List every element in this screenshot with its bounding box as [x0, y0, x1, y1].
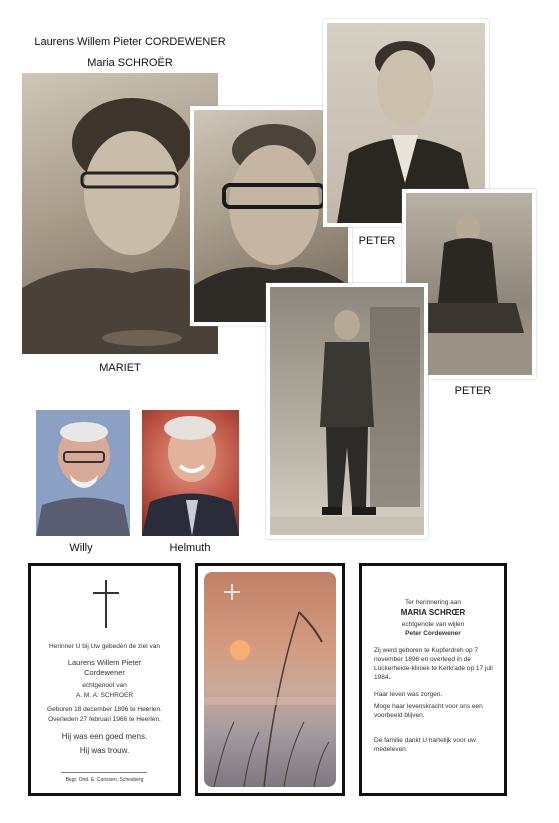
cross-icon-horizontal — [93, 592, 119, 594]
card-left-divider — [61, 772, 147, 773]
card-right-intro: Ter herinnering aan — [404, 599, 461, 606]
photo-willy-figure — [36, 410, 130, 536]
caption-willy: Willy — [69, 542, 93, 554]
card-left-died: Overleden 27 februari 1966 te Heerlen. — [48, 716, 161, 723]
cross-icon-vertical — [105, 580, 107, 628]
card-left-printer: Begr. Ond. E. Corissen, Schesberg — [65, 777, 144, 783]
card-left-quote-1: Hij was een goed mens. — [61, 732, 148, 741]
sun-icon — [230, 640, 250, 660]
memorial-card-middle — [195, 563, 345, 796]
portrait-mariet — [22, 73, 218, 354]
card-right-spouse: Peter Cordewener — [405, 630, 461, 637]
card-right-name: MARIA SCHRŒR — [400, 608, 466, 617]
card-left-born: Geboren 18 december 1896 te Heerlen. — [47, 706, 162, 713]
card-left-spouse: A. M. A. SCHROER — [75, 692, 134, 699]
card-left-relation: echtgenoot van — [82, 682, 127, 689]
card-left-quote-2: Hij was trouw. — [79, 746, 130, 755]
card-right-paragraph-3: De familie dankt U hartelijk voor uw medeleven. — [374, 737, 476, 753]
card-right-relation: echtgenote van wijlen — [401, 621, 465, 628]
photo-helmuth — [142, 410, 239, 536]
photo-soldier — [266, 283, 428, 539]
card-left-intro: Herinner U bij Uw gebeden de ziel van — [49, 643, 160, 650]
photo-helmuth-figure — [142, 410, 239, 536]
card-right-paragraph-2a: Haar leven was zorgen. — [374, 691, 443, 698]
card-right-paragraph-2b: Moge haar levenskracht voor ons een voorbeeld blijven. — [374, 703, 483, 719]
card-left-name-1: Laurens Willem Pieter — [67, 658, 142, 667]
caption-peter-2: PETER — [454, 385, 492, 397]
sunset-scene — [204, 572, 336, 787]
star-icon — [224, 584, 240, 600]
photo-soldier-figure — [270, 287, 424, 535]
caption-helmuth: Helmuth — [169, 542, 211, 554]
header-name-2: Maria SCHROËR — [87, 57, 173, 69]
sunset-image — [204, 572, 336, 787]
card-left-name-2: Cordewener — [84, 668, 125, 677]
memorial-card-left — [28, 563, 181, 796]
memorial-card-right — [359, 563, 507, 796]
card-right-paragraph-1: Zij werd geboren te Kupferdreh op 7 november 1896 en overleed in de Lückerheide-kliniek te Kerkrade op 17 juli 1984. — [374, 647, 493, 681]
caption-mariet: MARIET — [99, 362, 141, 374]
caption-peter-1: PETER — [358, 235, 396, 247]
header-name-1: Laurens Willem Pieter CORDEWENER — [34, 36, 226, 48]
photo-willy — [36, 410, 130, 536]
portrait-mariet-figure — [22, 73, 218, 354]
